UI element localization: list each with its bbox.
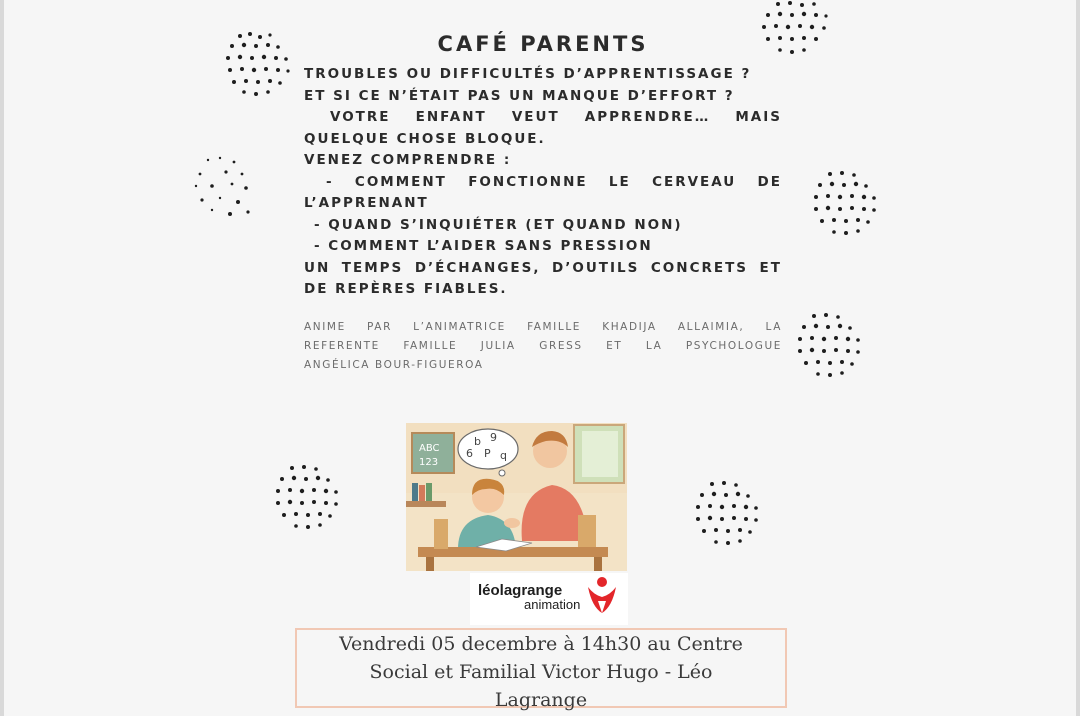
- logo-subtitle: animation: [524, 597, 581, 612]
- body-line: VOTRE ENFANT VEUT APPRENDRE… MAIS: [330, 109, 782, 125]
- bubble-letter: 9: [490, 431, 497, 444]
- logo-name: léolagrange: [478, 582, 563, 599]
- board-text: 123: [419, 457, 439, 468]
- event-line: Social et Familial Victor Hugo - Léo: [369, 661, 713, 683]
- dot-cluster-decoration: [690, 478, 764, 550]
- event-info-box: [295, 628, 787, 711]
- dot-cluster-decoration: [270, 462, 344, 534]
- dot-cluster-decoration: [190, 152, 260, 222]
- body-line: ET SI CE N’ÉTAIT PAS UN MANQUE D’EFFORT ?: [304, 87, 735, 104]
- poster-credits: [304, 318, 782, 375]
- dot-cluster-decoration: [220, 28, 296, 102]
- bubble-letter: 6: [466, 447, 473, 460]
- credits-line: ANIME PAR L’ANIMATRICE FAMILLE KHADIJA ALLAIMIA, LA: [304, 321, 782, 333]
- body-line: - COMMENT L’AIDER SANS PRESSION: [314, 238, 653, 254]
- dot-cluster-decoration: [808, 168, 882, 240]
- bubble-letter: q: [500, 449, 507, 462]
- dot-cluster-decoration: [792, 310, 866, 382]
- leo-lagrange-logo: [470, 573, 628, 625]
- poster-title: CAFÉ PARENTS: [437, 32, 649, 56]
- bubble-letter: b: [474, 435, 481, 448]
- body-line: - QUAND S’INQUIÉTER (ET QUAND NON): [314, 216, 683, 233]
- body-line: L’APPRENANT: [304, 195, 429, 211]
- credits-line: REFERENTE FAMILLE JULIA GRESS ET LA PSYCHOLOGUE: [304, 340, 782, 352]
- bubble-letter: P: [484, 447, 491, 460]
- body-line: QUELQUE CHOSE BLOQUE.: [304, 130, 546, 147]
- parent-child-illustration: [406, 423, 627, 571]
- body-line: VENEZ COMPRENDRE :: [304, 152, 512, 168]
- event-line: Lagrange: [494, 689, 588, 711]
- event-line: Vendredi 05 decembre à 14h30 au Centre: [339, 633, 743, 655]
- body-line: TROUBLES OU DIFFICULTÉS D’APPRENTISSAGE ?: [304, 66, 752, 82]
- body-line: DE REPÈRES FIABLES.: [304, 281, 508, 297]
- body-line: - COMMENT FONCTIONNE LE CERVEAU DE: [326, 173, 782, 190]
- board-text: ABC: [419, 443, 440, 454]
- body-line: UN TEMPS D’ÉCHANGES, D’OUTILS CONCRETS ET: [304, 259, 782, 276]
- credits-line: ANGÉLICA BOUR-FIGUEROA: [304, 359, 484, 371]
- poster-body: [304, 64, 782, 301]
